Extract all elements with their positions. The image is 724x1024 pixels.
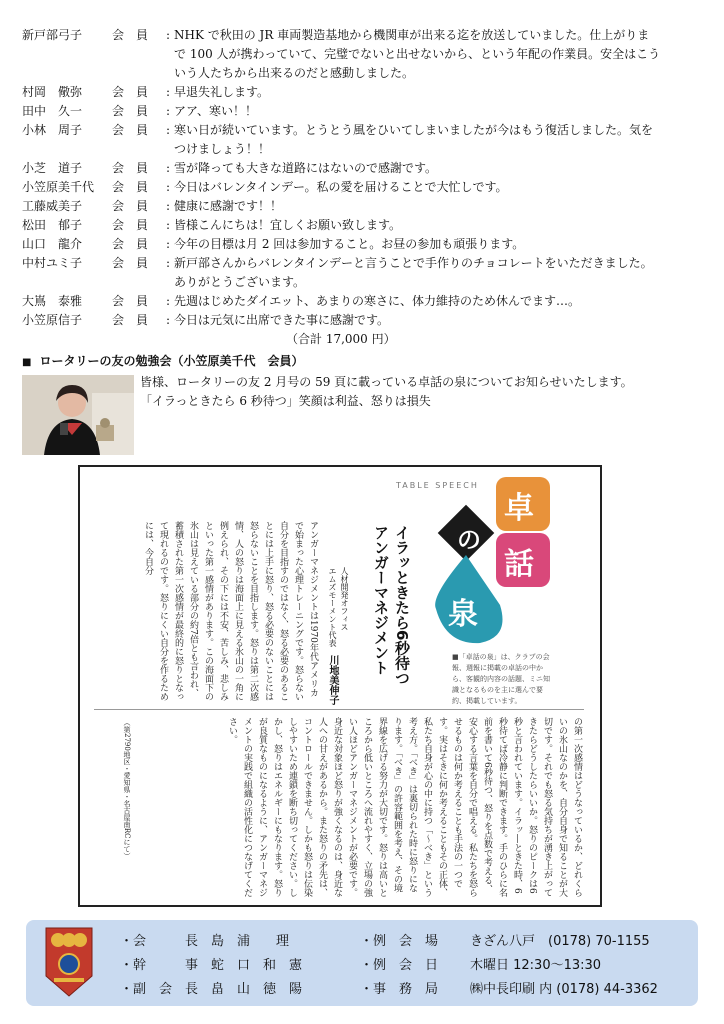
footer-label: ・副 会 長 <box>120 982 199 997</box>
member-role: 会 員 <box>112 199 149 213</box>
headline-line: アンガーマネジメント <box>372 525 390 675</box>
member-row: 松田 郁子 会 員 : 皆様こんにちは！宜しくお願い致します。 <box>22 216 702 235</box>
member-comment: 健康に感謝です！！ <box>174 199 283 213</box>
member-comment <box>174 121 702 159</box>
footer-row <box>120 954 690 973</box>
member-comment <box>174 26 702 83</box>
member-role: 会 員 <box>112 237 149 251</box>
author-name: 川地美伸子 <box>327 655 338 705</box>
member-role: 会 員 <box>112 28 149 42</box>
footer-value: 畠 山 徳 陽 <box>211 982 303 997</box>
member-comment: アア、寒い！！ <box>174 104 258 118</box>
article-author <box>326 567 350 717</box>
footer-value: 木曜日 12:30～13:30 <box>470 958 602 973</box>
badge-char: 卓 <box>504 491 534 526</box>
member-name: 小笠原信子 <box>22 313 83 327</box>
member-comment: 先週はじめたダイエット、あまりの寒さに、体力維持のため休んでます…。 <box>174 294 580 308</box>
footer-value: ㈱中長印刷 内 (0178) 44-3362 <box>470 982 658 997</box>
section-title: ロータリーの友の勉強会（小笠原美千代 会員） <box>39 354 304 368</box>
member-name: 田中 久一 <box>22 104 83 118</box>
member-name: 大嶌 泰雅 <box>22 294 83 308</box>
member-name: 工藤威美子 <box>22 199 83 213</box>
comment-line: いう人たちから出来るのだと感動しました。 <box>174 66 415 80</box>
total-amount: （合計 17,000 円） <box>286 332 396 346</box>
member-row: 小林 周子 会 員 : 寒い日が続いています。とうとう風をひいてしまいましたが今はもう復活しました。気を つけましょう！！ <box>22 121 702 159</box>
member-role: 会 員 <box>112 161 149 175</box>
member-name: 中村ユミ子 <box>22 256 83 270</box>
member-role: 会 員 <box>112 313 149 327</box>
author-org: 人材開発オフィス <box>340 567 349 631</box>
member-comment: 皆様こんにちは！宜しくお願い致します。 <box>174 218 402 232</box>
article-clipping <box>78 465 602 907</box>
member-role: 会 員 <box>112 85 149 99</box>
footer-value: 島 浦 理 <box>211 934 290 949</box>
badge-char: 泉 <box>448 597 478 632</box>
section-intro <box>140 373 710 411</box>
member-comments <box>22 26 702 349</box>
member-role: 会 員 <box>112 104 149 118</box>
footer-label: ・事 務 局 <box>360 982 439 997</box>
speaker-photo <box>22 375 134 455</box>
member-name: 小芝 道子 <box>22 161 83 175</box>
member-name: 新戸部弓子 <box>22 28 83 42</box>
intro-line: 「イラっときたら 6 秒待つ」笑顔は利益、怒りは損失 <box>140 394 431 408</box>
article-body-upper: アンガーマネジメントは1970年代アメリカで始まった心理トレーニングです。怒らない自分を目指すのではなく、怒る必要のあることには上手に怒り、怒る必要のないことには怒らないことを目指します。怒りは第二次感情、人の怒りは海面上に見える氷山の一角に例えられ、その下には不安、苦しみ、悲しみといった第一感情があります。この海面下の氷山は見えている部分の約7倍とも言われ、蓄積された第一次感情が最終的に怒りとなって現れるのです。怒りにくい自分を作るためには、今自分 <box>143 521 318 701</box>
member-row: 小芝 道子 会 員 : 雪が降っても大きな道路にはないので感謝です。 <box>22 159 702 178</box>
badge-char: の <box>457 526 481 554</box>
member-name: 小林 周子 <box>22 123 83 137</box>
footer-row <box>120 978 690 997</box>
comment-line: ありがとうございます。 <box>174 275 306 289</box>
club-pennant-icon <box>44 926 94 998</box>
member-comment: 今年の目標は月 2 回は参加すること。お昼の参加も頑張ります。 <box>174 237 525 251</box>
author-title: エムズモーメント代表 <box>328 567 337 647</box>
footer-value: 蛇 口 和 憲 <box>211 958 303 973</box>
member-comment: 今日は元気に出席できた事に感謝です。 <box>174 313 390 327</box>
series-caption: ■「卓話の泉」は、クラブの会報、週報に掲載の卓話の中から、客観的内容の話題、ミニ知識となるものを主に選んで要約、掲載しています。 <box>452 653 550 705</box>
footer-label: ・会 長 <box>120 934 199 949</box>
member-row: 中村ユミ子 会 員 : 新戸部さんからバレンタインデーと言うことで手作りのチョコレートをいただきました。 ありがとうございます。 <box>22 254 702 292</box>
article-headline <box>370 525 412 705</box>
member-row: 田中 久一 会 員 : アア、寒い！！ <box>22 102 702 121</box>
footer-label: ・例 会 日 <box>360 958 439 973</box>
series-label: TABLE SPEECH <box>396 481 479 490</box>
member-role: 会 員 <box>112 256 149 270</box>
member-row: 大嶌 泰雅 会 員 : 先週はじめたダイエット、あまりの寒さに、体力維持のため休んでます…。 <box>22 292 702 311</box>
member-comment: 今日はバレンタインデー。私の愛を届けることで大忙しです。 <box>174 180 508 194</box>
footer-value: きざん八戸 (0178) 70-1155 <box>470 934 650 949</box>
member-row: 村岡 儆弥 会 員 : 早退失礼します。 <box>22 83 702 102</box>
member-name: 松田 郁子 <box>22 218 83 232</box>
comment-line: で 100 人が携わっていて、完璧でないと出せないから、という年配の作業員。安全はこう <box>174 47 661 61</box>
member-row: 小笠原美千代 会 員 : 今日はバレンタインデー。私の愛を届けることで大忙しです。 <box>22 178 702 197</box>
comment-line: NHK で秋田の JR 車両製造基地から機関車が出来る迄を放送していました。仕上がりま <box>174 28 650 42</box>
badge-char: 話 <box>504 547 534 582</box>
source-note: （第2790地区・愛知県・名古屋南RCにて） <box>123 719 131 860</box>
comment-line: 寒い日が続いています。とうとう風をひいてしまいましたが今はもう復活しました。気を <box>174 123 654 137</box>
member-name: 山口 龍介 <box>22 237 83 251</box>
square-bullet-icon: ■ <box>22 357 32 368</box>
article-body-lower: の第一次感情はどうなっているか、どれくらいの氷山なのかを、自分自身で知ることが大切です。それでも怒る気持ちが湧き上がってきたらどうしたらいいか。怒りのピークは6秒と言われています。イラッ―ときた時、6秒待てば冷静に判断できます。手のひらに名前を書いて6秒待つ、怒りを点数で考える、安心する言葉を自分で唱える。私たちを怒らせるものは何か考えることも手法の一つです。実はそきに何か考えることもその正体、私たち自身が心の中に持つ「～べき」という考え方。「べき」は裏切られた時に怒りになります。「べき」の許容範囲を考え、その境界線を広げる努力が大切です。怒りは高いところから低いところへ流れやすく、立場の強い人ほどアンガーマネジメントが必要です。身近な対象ほど怒りが強くなるのは、身近な人への甘えがあるから。また怒りの矛先は、コントロールできません。しかも怒りは伝染しやすいため連鎖を断ち切ってください。しかし、怒りはエネルギーにもなります。怒りが良質なものになるように、アンガーマネジメントの実践で組織の活性化につなげてください。 <box>227 717 582 897</box>
headline-line: イラッときたら6秒待つ <box>393 525 411 686</box>
member-name: 村岡 儆弥 <box>22 85 83 99</box>
member-name: 小笠原美千代 <box>22 180 95 194</box>
intro-line: 皆様、ロータリーの友 2 月号の 59 頁に載っている卓話の泉についてお知らせいたします。 <box>140 375 633 389</box>
footer-label: ・幹 事 <box>120 958 199 973</box>
footer-label: ・例 会 場 <box>360 934 439 949</box>
member-comment: 早退失礼します。 <box>174 85 270 99</box>
member-row: 小笠原信子 会 員 : 今日は元気に出席できた事に感謝です。 <box>22 311 702 330</box>
member-role: 会 員 <box>112 218 149 232</box>
member-row: 工藤威美子 会 員 : 健康に感謝です！！ <box>22 197 702 216</box>
comment-line: 新戸部さんからバレンタインデーと言うことで手作りのチョコレートをいただきました。 <box>174 256 653 270</box>
member-role: 会 員 <box>112 180 149 194</box>
member-comment: 雪が降っても大きな道路にはないので感謝です。 <box>174 161 438 175</box>
member-comment <box>174 254 702 292</box>
member-row: 新戸部弓子 会 員 : NHK で秋田の JR 車両製造基地から機関車が出来る迄を放送していました。仕上がりま で 100 人が携わっていて、完璧でないと出せないから、という年配の作業員。安全はこう いう人たちから出来るのだと感動しました。 <box>22 26 702 83</box>
comment-line: つけましょう！！ <box>174 142 271 156</box>
section-heading <box>22 352 303 369</box>
column-divider <box>94 709 584 710</box>
club-info-footer <box>26 920 698 1006</box>
member-role: 会 員 <box>112 294 149 308</box>
footer-row <box>120 930 690 949</box>
member-row: 山口 龍介 会 員 : 今年の目標は月 2 回は参加すること。お昼の参加も頑張ります。 <box>22 235 702 254</box>
member-role: 会 員 <box>112 123 149 137</box>
